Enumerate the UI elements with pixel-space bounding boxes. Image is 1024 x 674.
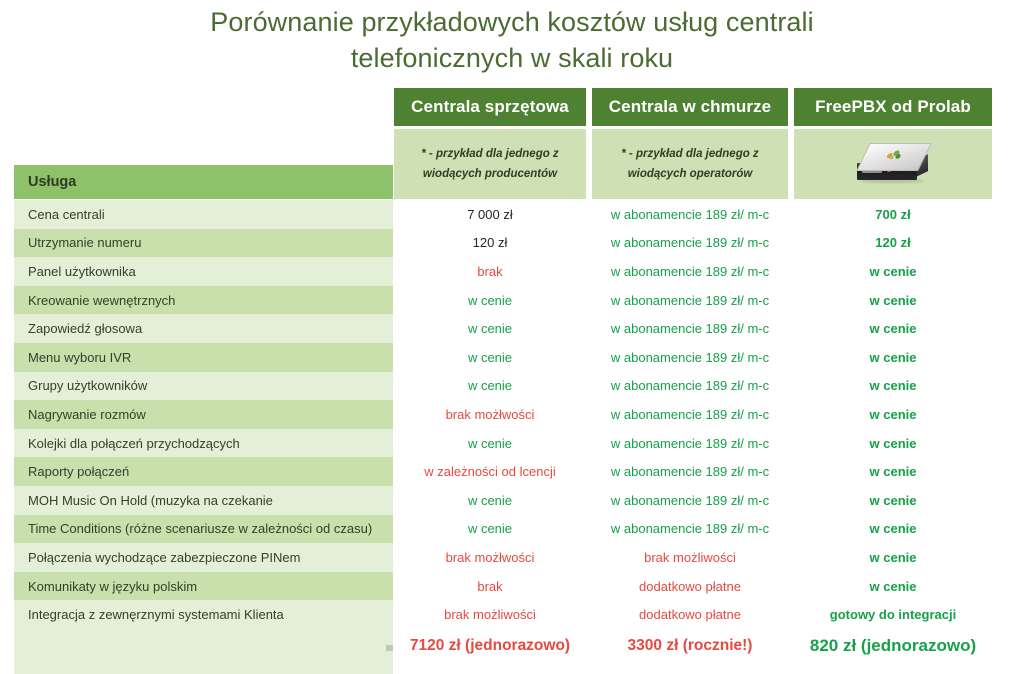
table-cell-value: 120 zł bbox=[394, 229, 586, 258]
table-cell-value: w abonamencie 189 zł/ m-c bbox=[592, 486, 788, 515]
table-cell-value: w cenie bbox=[794, 372, 992, 401]
service-row-label: Kreowanie wewnętrznych bbox=[14, 286, 393, 315]
table-cell-value: brak bbox=[394, 257, 586, 286]
column-note-cloud bbox=[592, 129, 788, 199]
table-cell-value: w cenie bbox=[794, 343, 992, 372]
service-row-label: Utrzymanie numeru bbox=[14, 229, 393, 258]
table-cell-value: w abonamencie 189 zł/ m-c bbox=[592, 286, 788, 315]
table-cell-value: gotowy do integracji bbox=[794, 600, 992, 629]
table-cell-value: w cenie bbox=[394, 286, 586, 315]
service-row-label: Raporty połączeń bbox=[14, 457, 393, 486]
service-row-label: Grupy użytkowników bbox=[14, 372, 393, 401]
service-row-label: Kolejki dla połączeń przychodzących bbox=[14, 429, 393, 458]
table-cell-value: w cenie bbox=[394, 372, 586, 401]
table-cell-value: w cenie bbox=[394, 314, 586, 343]
column-header-cloud bbox=[592, 88, 788, 126]
table-cell-value: w cenie bbox=[394, 343, 586, 372]
service-column-header bbox=[14, 165, 393, 199]
table-cell-value: w abonamencie 189 zł/ m-c bbox=[592, 343, 788, 372]
service-row-label: Menu wyboru IVR bbox=[14, 343, 393, 372]
table-cell-value: w abonamencie 189 zł/ m-c bbox=[592, 200, 788, 229]
service-row-label: Nagrywanie rozmów bbox=[14, 400, 393, 429]
service-column-header-label: Usługa bbox=[28, 174, 77, 190]
column-header-hardware-label: Centrala sprzętowa bbox=[411, 97, 569, 116]
summary-row-label bbox=[14, 629, 393, 674]
service-row-label: MOH Music On Hold (muzyka na czekanie bbox=[14, 486, 393, 515]
summary-total-value: 3300 zł (rocznie!) bbox=[592, 629, 788, 664]
table-cell-value: 700 zł bbox=[794, 200, 992, 229]
column-note-freepbx bbox=[794, 129, 992, 199]
table-cell-value: w abonamencie 189 zł/ m-c bbox=[592, 515, 788, 544]
table-cell-value: w cenie bbox=[794, 543, 992, 572]
page-title-line-2: telefonicznych w skali roku bbox=[350, 43, 674, 73]
table-cell-value: w cenie bbox=[794, 429, 992, 458]
table-cell-value: w cenie bbox=[794, 572, 992, 601]
service-row-label: Zapowiedź głosowa bbox=[14, 314, 393, 343]
service-row-label: Time Conditions (różne scenariusze w zależności od czasu) bbox=[14, 515, 393, 544]
table-cell-value: brak możłwości bbox=[394, 400, 586, 429]
table-cell-value: w cenie bbox=[794, 515, 992, 544]
table-cell-value: w cenie bbox=[394, 429, 586, 458]
column-header-freepbx-label: FreePBX od Prolab bbox=[815, 97, 971, 116]
table-cell-value: dodatkowo płatne bbox=[592, 572, 788, 601]
pbx-appliance-photo bbox=[856, 141, 930, 187]
table-cell-value: w cenie bbox=[794, 486, 992, 515]
table-cell-value: w cenie bbox=[794, 457, 992, 486]
column-note-hardware-text: * - przykład dla jednego z wiodących producentów bbox=[421, 148, 559, 180]
column-note-cloud-text: * - przykład dla jednego z wiodących operatorów bbox=[621, 148, 759, 180]
table-cell-value: brak możłwości bbox=[394, 543, 586, 572]
service-row-label: Integracja z zewnęrznymi systemami Klienta bbox=[14, 600, 393, 629]
table-cell-value: w abonamencie 189 zł/ m-c bbox=[592, 400, 788, 429]
service-column-corner-shadow bbox=[386, 645, 393, 651]
service-row-label: Komunikaty w języku polskim bbox=[14, 572, 393, 601]
service-row-label: Cena centrali bbox=[14, 200, 393, 229]
service-row-label: Panel użytkownika bbox=[14, 257, 393, 286]
pbx-drop-shadow bbox=[860, 179, 924, 183]
table-cell-value: brak możliwości bbox=[592, 543, 788, 572]
table-cell-value: dodatkowo płatne bbox=[592, 600, 788, 629]
column-note-hardware bbox=[394, 129, 586, 199]
column-header-freepbx bbox=[794, 88, 992, 126]
page-title-line-1: Porównanie przykładowych kosztów usług centrali bbox=[210, 7, 814, 37]
table-cell-value: 120 zł bbox=[794, 229, 992, 258]
table-cell-value: w abonamencie 189 zł/ m-c bbox=[592, 429, 788, 458]
service-row-label: Połączenia wychodzące zabezpieczone PINem bbox=[14, 543, 393, 572]
summary-total-value: 820 zł (jednorazowo) bbox=[794, 629, 992, 664]
table-cell-value: w abonamencie 189 zł/ m-c bbox=[592, 457, 788, 486]
table-cell-value: w zależności od lcencji bbox=[394, 457, 586, 486]
table-cell-value: w cenie bbox=[794, 257, 992, 286]
table-cell-value: w abonamencie 189 zł/ m-c bbox=[592, 314, 788, 343]
table-cell-value: brak możliwości bbox=[394, 600, 586, 629]
column-header-cloud-label: Centrala w chmurze bbox=[608, 97, 772, 116]
table-cell-value: w cenie bbox=[794, 314, 992, 343]
table-cell-value: w cenie bbox=[394, 515, 586, 544]
table-cell-value: 7 000 zł bbox=[394, 200, 586, 229]
summary-total-value: 7120 zł (jednorazowo) bbox=[394, 629, 586, 664]
table-cell-value: w cenie bbox=[794, 400, 992, 429]
table-cell-value: brak bbox=[394, 572, 586, 601]
table-cell-value: w cenie bbox=[394, 486, 586, 515]
page-title bbox=[0, 4, 1024, 76]
table-cell-value: w abonamencie 189 zł/ m-c bbox=[592, 257, 788, 286]
table-cell-value: w cenie bbox=[794, 286, 992, 315]
table-cell-value: w abonamencie 189 zł/ m-c bbox=[592, 372, 788, 401]
table-cell-value: w abonamencie 189 zł/ m-c bbox=[592, 229, 788, 258]
column-header-hardware bbox=[394, 88, 586, 126]
